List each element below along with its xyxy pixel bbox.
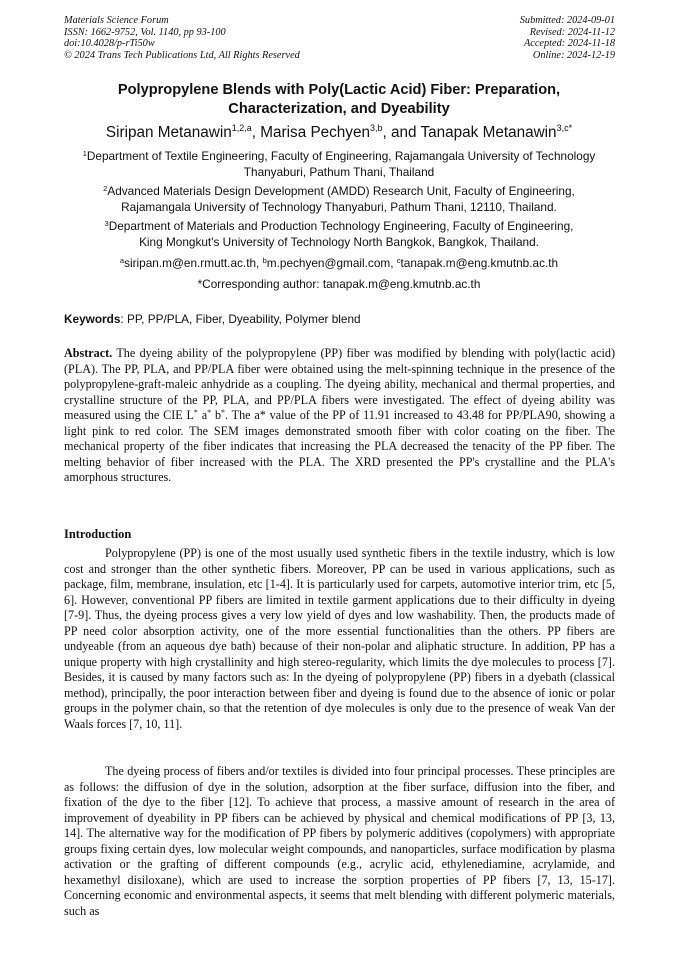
affiliation-3-sup: 3 [104, 219, 109, 228]
affiliation-1-line-2: Thanyaburi, Pathum Thani, Thailand [243, 165, 435, 180]
revised-date: Revised: 2024-11-12 [529, 26, 615, 38]
publication-dates [520, 15, 615, 61]
issn-volume: ISSN: 1662-9752, Vol. 1140, pp 93-100 [64, 26, 226, 38]
journal-name: Materials Science Forum [64, 15, 169, 26]
keywords-list: : PP, PP/PLA, Fiber, Dyeability, Polymer blend [120, 312, 361, 326]
abstract-text-1: The dyeing ability of the polypropylene (PP) fiber was modified by blending with poly(lactic acid) (PLA). The PP, PLA, and PP/PLA fiber were obtained using the melt-spinning technique in the presence of the polypropylene-graft-maleic anhydride as a coupling. The dyeing ability, mechanical and thermal properties, and crystalline structure of the PP, PLA, and PP/PLA fibers were investigated. The effect of dyeing ability was measured using the CIE L [64, 346, 615, 423]
email-a-sup: a [119, 256, 125, 265]
affiliation-3-line-2: King Mongkut's University of Technology North Bangkok, Bangkok, Thailand. [139, 235, 539, 250]
author-1-sup: 1,2,a [231, 123, 252, 133]
author-3-name: Tanapak Metanawin [420, 124, 557, 141]
affiliation-1 [30, 148, 648, 181]
affiliation-2 [30, 183, 648, 216]
affiliation-2-line-1: Advanced Materials Design Development (AMDD) Research Unit, Faculty of Engineering, [107, 184, 575, 198]
affiliation-1-line-1: Department of Textile Engineering, Faculty of Engineering, Rajamangala University of Technology [86, 149, 596, 163]
affiliation-3-line-1: Department of Materials and Production Technology Engineering, Faculty of Engineering, [108, 219, 574, 233]
author-2-name: Marisa Pechyen [260, 124, 370, 141]
paper-title [40, 81, 638, 119]
email-c-sup: c [396, 256, 401, 265]
abstract-sup-1: * [193, 408, 198, 418]
keywords [64, 311, 624, 327]
author-2-sup: 3,b [369, 123, 383, 133]
abstract-label: Abstract. [64, 346, 113, 360]
affiliation-3 [30, 218, 648, 251]
email-c[interactable]: tanapak.m@eng.kmutnb.ac.th [400, 256, 559, 270]
abstract-text-3: b [211, 408, 222, 423]
affiliation-1-sup: 1 [82, 149, 87, 158]
email-a[interactable]: siripan.m@en.rmutt.ac.th [124, 256, 257, 270]
online-date: Online: 2024-12-19 [532, 49, 615, 61]
title-line-1: Polypropylene Blends with Poly(Lactic Acid) Fiber: Preparation, [117, 82, 561, 98]
email-separator-2: , [390, 256, 397, 270]
introduction-paragraph-2: The dyeing process of fibers and/or textiles is divided into four principal processes. These principles are as follows: the diffusion of dye in the solution, adsorption at the fiber surface, diffusion into the fiber, and fixation of the dye to the fiber [12]. To achieve that process, a massive amount of research in the area of improvement of dyeability in PP fibers can be achieved by physical and chemical modifications of PP [3, 13, 14]. The alternative way for the modification of PP fibers by polymeric additives (copolymers) with appropriate groups fixing certain dyes, low molecular weight compounds, and nanoparticles, surface modification by plasma activation or the grafting of different compounds (e.g., acrylic acid, ethylenediamine, acrylamide, and hexamethyl disiloxane), which are used to increase the sorption properties of PP fibers [7, 13, 15-17]. Concerning economic and environmental aspects, it seems that melt blending with different polymeric materials, such as [64, 764, 615, 918]
author-emails [30, 255, 648, 271]
author-separator-2: , and [382, 124, 421, 141]
affiliation-2-line-2: Rajamangala University of Technology Thanyaburi, Pathum Thani, 12110, Thailand. [121, 200, 557, 215]
author-3-sup: 3,c* [556, 123, 573, 133]
keywords-label: Keywords [64, 312, 121, 326]
abstract-sup-2: * [207, 408, 212, 418]
submitted-date: Submitted: 2024-09-01 [519, 15, 615, 26]
email-b[interactable]: m.pechyen@gmail.com [266, 256, 391, 270]
abstract [64, 346, 615, 486]
email-b-sup: b [262, 256, 267, 265]
corresponding-author: *Corresponding author: tanapak.m@eng.kmutnb.ac.th [197, 277, 481, 291]
doi: doi:10.4028/p-rTi50w [64, 38, 155, 50]
introduction-paragraph-1: Polypropylene (PP) is one of the most usually used synthetic fibers in the textile industry, which is low cost and stronger than the other synthetic fibers. Moreover, PP can be used in various applications, such as package, film, membrane, insulation, etc [1-4]. It is particularly used for carpets, automotive interior trim, etc [5, 6]. However, conventional PP fibers are limited in textile garment applications due to their difficulty in dyeing [7-9]. Thus, the dyeing process gives a very low yield of dyes and low washability. Then, the products made of PP need color absorption activity, one of the more essential functionalities than the others. PP fibers are undyeable (from an aqueous dye bath) because of their non-polar and aliphatic structure. In addition, PP has a unique property with high crystallinity and high stereo-regularity, which limits the dye molecules to process [7]. Besides, it is caused by many factors such as: In the dyeing of polypropylene (PP) fibers in a dyebath (classical method), principally, the poor interaction between fiber and dyeing is found due to the absence of ionic or polar groups in the polymer chain, so that the retention of dye molecules is only due to the presence of weak Van der Waals forces [7, 10, 11]. [64, 546, 615, 732]
title-line-2: Characterization, and Dyeability [228, 101, 450, 117]
abstract-sup-3: * [221, 408, 226, 418]
accepted-date: Accepted: 2024-11-18 [523, 38, 615, 50]
author-separator-1: , [251, 124, 261, 141]
author-list [20, 123, 658, 142]
abstract-text-4: . The a* value of the PP of 11.91 increased to 43.48 for PP/PLA90, showing a light pink to red color. The SEM images demonstrated smooth fiber with color coating on the fiber. The mechanical property of the fiber indicates that increasing the PLA decreased the tenacity of the PP fiber. The melting behavior of fiber increased with the PLA. The XRD presented the PP's crystalline and the PLA's amorphous structures. [64, 408, 615, 485]
copyright: © 2024 Trans Tech Publications Ltd, All Rights Reserved [64, 49, 300, 61]
journal-info [64, 15, 300, 61]
email-separator-1: , [256, 256, 263, 270]
introduction-heading: Introduction [64, 527, 132, 541]
abstract-text-2: a [197, 408, 208, 423]
affiliation-2-sup: 2 [103, 184, 108, 193]
author-1-name: Siripan Metanawin [105, 124, 232, 141]
